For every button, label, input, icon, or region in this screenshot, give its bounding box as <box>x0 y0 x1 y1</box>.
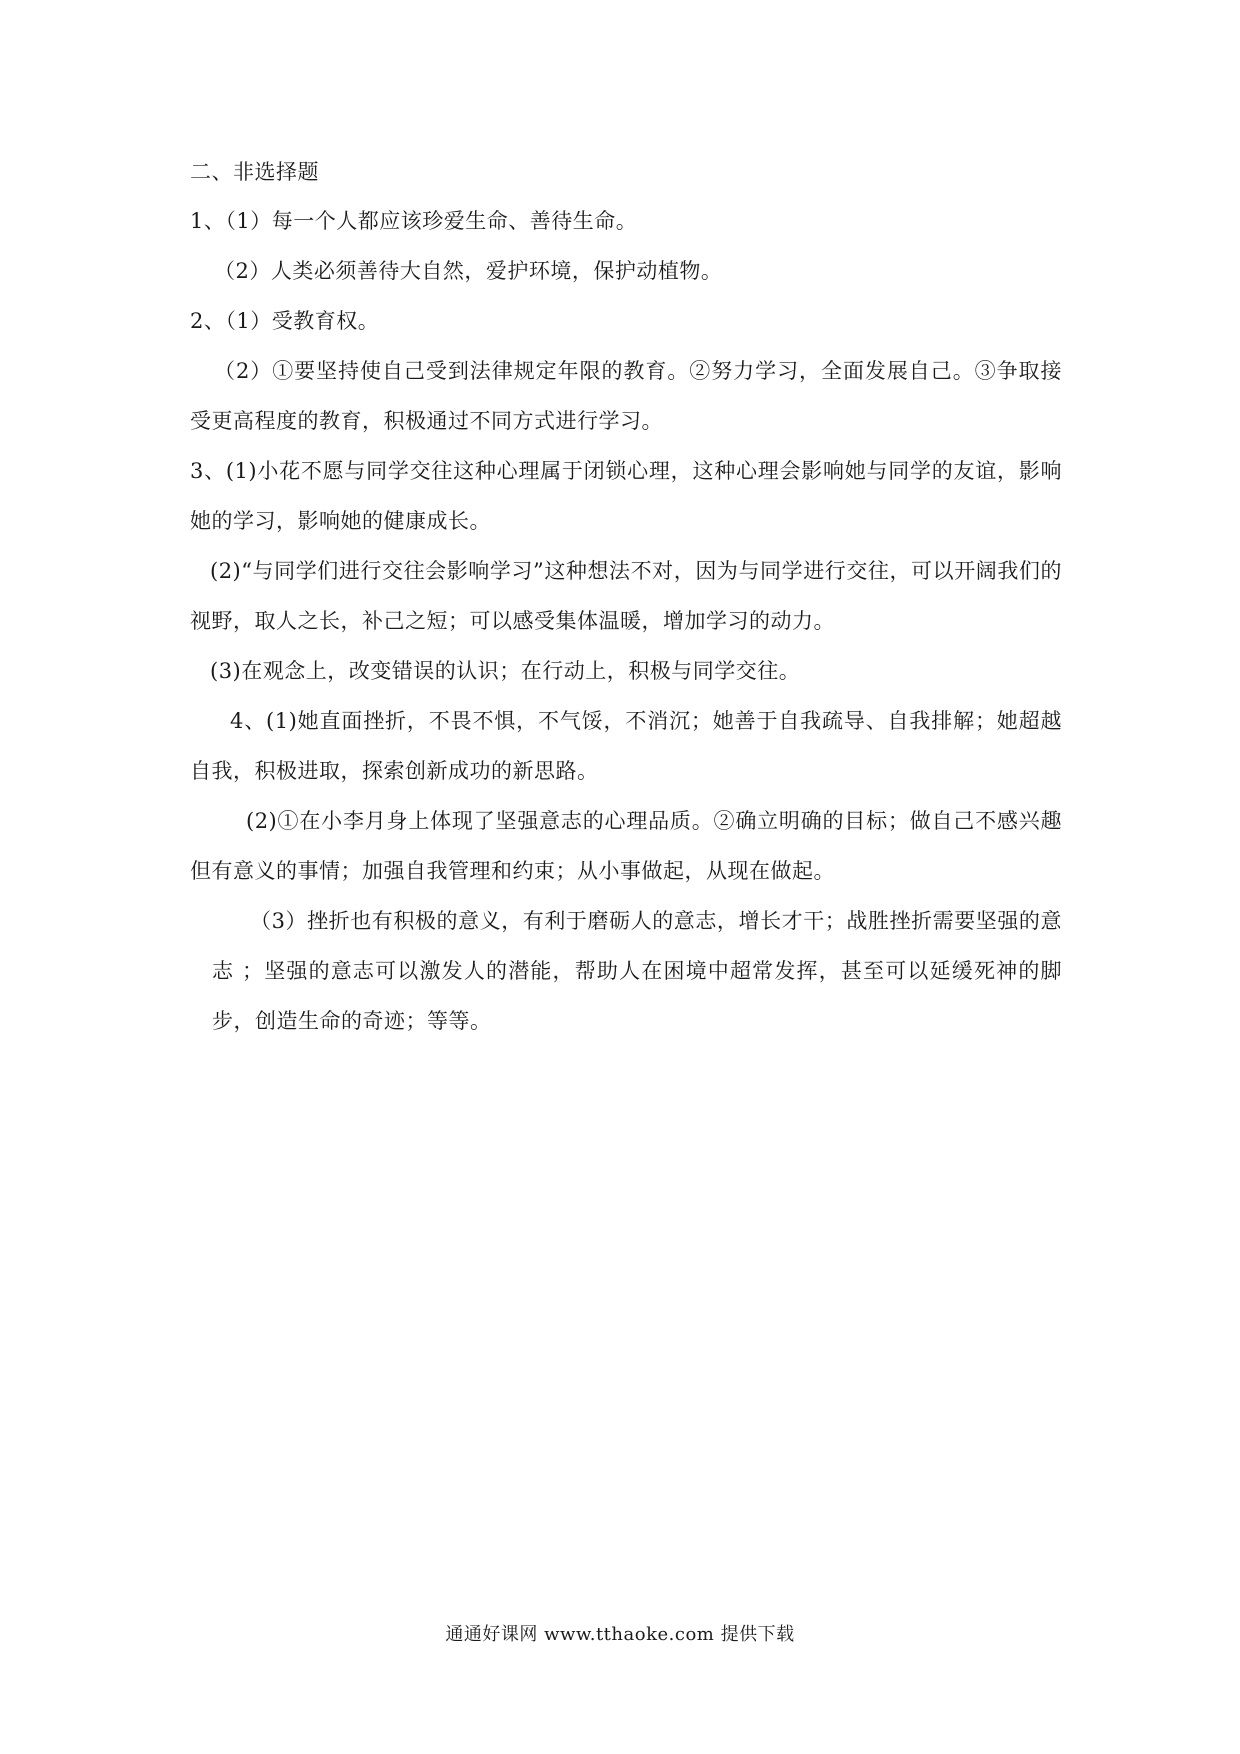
answer-content <box>190 158 1062 1046</box>
answer-3-2: (2)“与同学们进行交往会影响学习”这种想法不对，因为与同学进行交往，可以开阔我们的视野，取人之长，补己之短；可以感受集体温暖，增加学习的动力。 <box>190 559 1062 633</box>
answer-1-1: 1、（1）每一个人都应该珍爱生命、善待生命。 <box>190 209 638 233</box>
answer-1-2: （2）人类必须善待大自然，爱护环境，保护动植物。 <box>214 259 723 283</box>
answer-4-1: 4、(1)她直面挫折，不畏不惧，不气馁，不消沉；她善于自我疏导、自我排解；她超越自我，积极进取，探索创新成功的新思路。 <box>190 709 1062 783</box>
answer-4-2: (2)①在小李月身上体现了坚强意志的心理品质。②确立明确的目标；做自己不感兴趣但有意义的事情；加强自我管理和约束；从小事做起，从现在做起。 <box>190 809 1062 883</box>
answer-3-1: 3、(1)小花不愿与同学交往这种心理属于闭锁心理，这种心理会影响她与同学的友谊，影响她的学习，影响她的健康成长。 <box>190 459 1062 533</box>
answer-3-3: (3)在观念上，改变错误的认识；在行动上，积极与同学交往。 <box>210 659 801 683</box>
answer-2-2: （2）①要坚持使自己受到法律规定年限的教育。②努力学习，全面发展自己。③争取接受更高程度的教育，积极通过不同方式进行学习。 <box>190 359 1062 433</box>
section-title: 二、非选择题 <box>190 160 319 184</box>
page-footer: 通通好课网 www.tthaoke.com 提供下载 <box>445 1624 795 1645</box>
answer-4-3: （3）挫折也有积极的意义，有利于磨砺人的意志，增长才干；战胜挫折需要坚强的意志 ；坚强的意志可以激发人的潜能，帮助人在困境中超常发挥，甚至可以延缓死神的脚步，创造生命的奇迹；等等。 <box>212 909 1062 1033</box>
answer-2-1: 2、（1）受教育权。 <box>190 309 380 333</box>
